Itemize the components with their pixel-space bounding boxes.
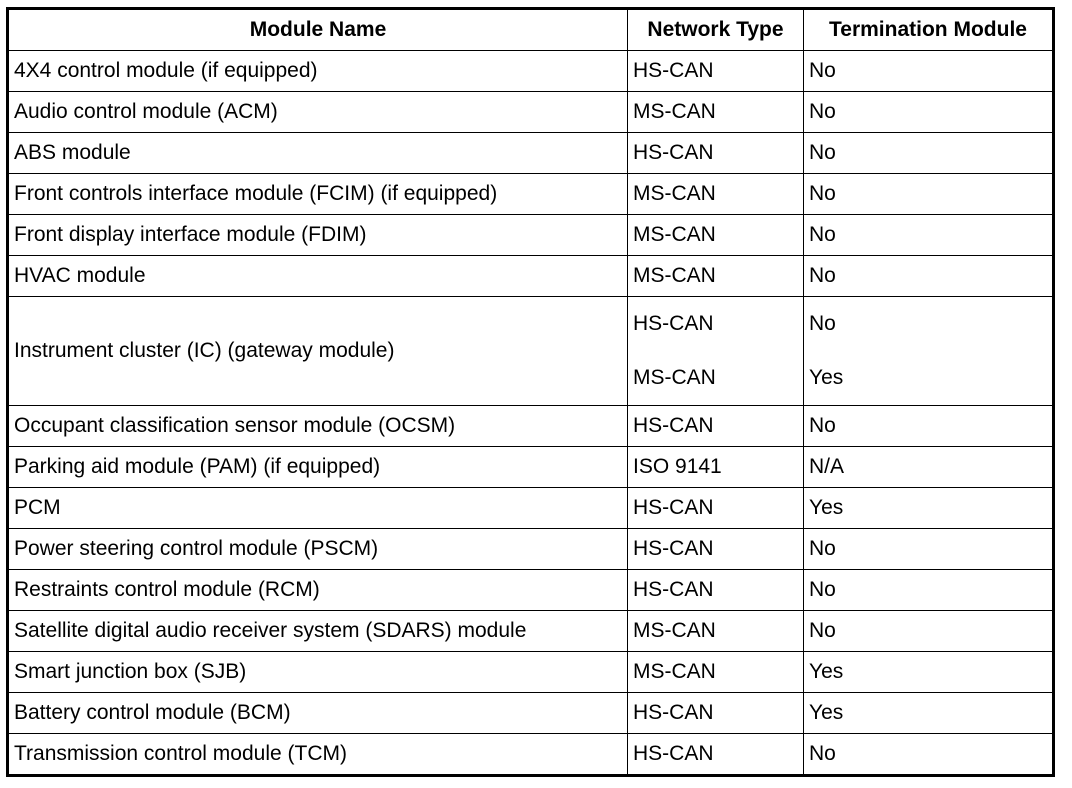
- module-name-cell: Front display interface module (FDIM): [8, 215, 628, 256]
- table-row: [8, 447, 1054, 488]
- termination-cell: Yes: [804, 488, 1054, 529]
- termination-cell: No: [804, 256, 1054, 297]
- termination-cell: No: [804, 51, 1054, 92]
- network-type-cell: HS-CAN: [628, 51, 804, 92]
- termination-cell: N/A: [804, 447, 1054, 488]
- network-type-cell: ISO 9141: [628, 447, 804, 488]
- table-row: [8, 92, 1054, 133]
- table-row: [8, 133, 1054, 174]
- module-name-cell: Battery control module (BCM): [8, 693, 628, 734]
- table-body: [8, 51, 1054, 776]
- table-row: [8, 652, 1054, 693]
- module-name-cell: Restraints control module (RCM): [8, 570, 628, 611]
- header-module-name: Module Name: [8, 9, 628, 51]
- table-row: [8, 215, 1054, 256]
- module-name-cell: ABS module: [8, 133, 628, 174]
- module-name-cell: 4X4 control module (if equipped): [8, 51, 628, 92]
- table-row: [8, 570, 1054, 611]
- module-name-cell: PCM: [8, 488, 628, 529]
- module-name-cell: Front controls interface module (FCIM) (if equipped): [8, 174, 628, 215]
- module-name-cell: Audio control module (ACM): [8, 92, 628, 133]
- module-name-cell: Parking aid module (PAM) (if equipped): [8, 447, 628, 488]
- network-type-value: HS-CAN: [633, 312, 714, 335]
- network-type-cell: HS-CAN: [628, 529, 804, 570]
- table-row: [8, 51, 1054, 92]
- table-row: [8, 693, 1054, 734]
- termination-cell: No: [804, 174, 1054, 215]
- table-row: [8, 256, 1054, 297]
- network-type-cell: MS-CAN: [628, 611, 804, 652]
- table-row: [8, 734, 1054, 776]
- termination-cell: No: [804, 570, 1054, 611]
- network-type-cell: HS-CAN: [628, 488, 804, 529]
- termination-cell: No: [804, 529, 1054, 570]
- network-type-cell: MS-CAN: [628, 256, 804, 297]
- termination-cell: No: [804, 92, 1054, 133]
- network-type-cell: MS-CAN: [628, 92, 804, 133]
- module-name-cell: Power steering control module (PSCM): [8, 529, 628, 570]
- table-row: [8, 406, 1054, 447]
- termination-cell: No: [804, 133, 1054, 174]
- table-row: [8, 174, 1054, 215]
- network-type-cell: HS-CAN: [628, 734, 804, 776]
- termination-cell: Yes: [804, 693, 1054, 734]
- network-type-cell: MS-CAN: [628, 174, 804, 215]
- header-network-type: Network Type: [628, 9, 804, 51]
- module-name-cell: Satellite digital audio receiver system (SDARS) module: [8, 611, 628, 652]
- network-type-cell: MS-CAN: [628, 652, 804, 693]
- module-name-cell: Smart junction box (SJB): [8, 652, 628, 693]
- network-type-cell: [628, 297, 804, 406]
- table-row: [8, 488, 1054, 529]
- table-header-row: [8, 9, 1054, 51]
- network-type-cell: HS-CAN: [628, 133, 804, 174]
- termination-cell: Yes: [804, 652, 1054, 693]
- module-name-cell: Transmission control module (TCM): [8, 734, 628, 776]
- termination-cell: No: [804, 611, 1054, 652]
- termination-cell: No: [804, 734, 1054, 776]
- network-type-cell: HS-CAN: [628, 406, 804, 447]
- termination-cell: [804, 297, 1054, 406]
- network-type-cell: MS-CAN: [628, 215, 804, 256]
- table-row: [8, 529, 1054, 570]
- network-type-cell: HS-CAN: [628, 693, 804, 734]
- termination-cell: No: [804, 406, 1054, 447]
- header-termination-module: Termination Module: [804, 9, 1054, 51]
- termination-value: No: [809, 312, 836, 335]
- module-name-cell: Instrument cluster (IC) (gateway module): [8, 297, 628, 406]
- network-type-value: MS-CAN: [633, 366, 716, 389]
- termination-cell: No: [804, 215, 1054, 256]
- module-name-cell: Occupant classification sensor module (OCSM): [8, 406, 628, 447]
- network-type-cell: HS-CAN: [628, 570, 804, 611]
- termination-value: Yes: [809, 366, 844, 389]
- module-name-cell: HVAC module: [8, 256, 628, 297]
- module-network-table: [6, 7, 1055, 777]
- module-table-container: [6, 7, 1052, 777]
- table-row: [8, 611, 1054, 652]
- table-row: [8, 297, 1054, 406]
